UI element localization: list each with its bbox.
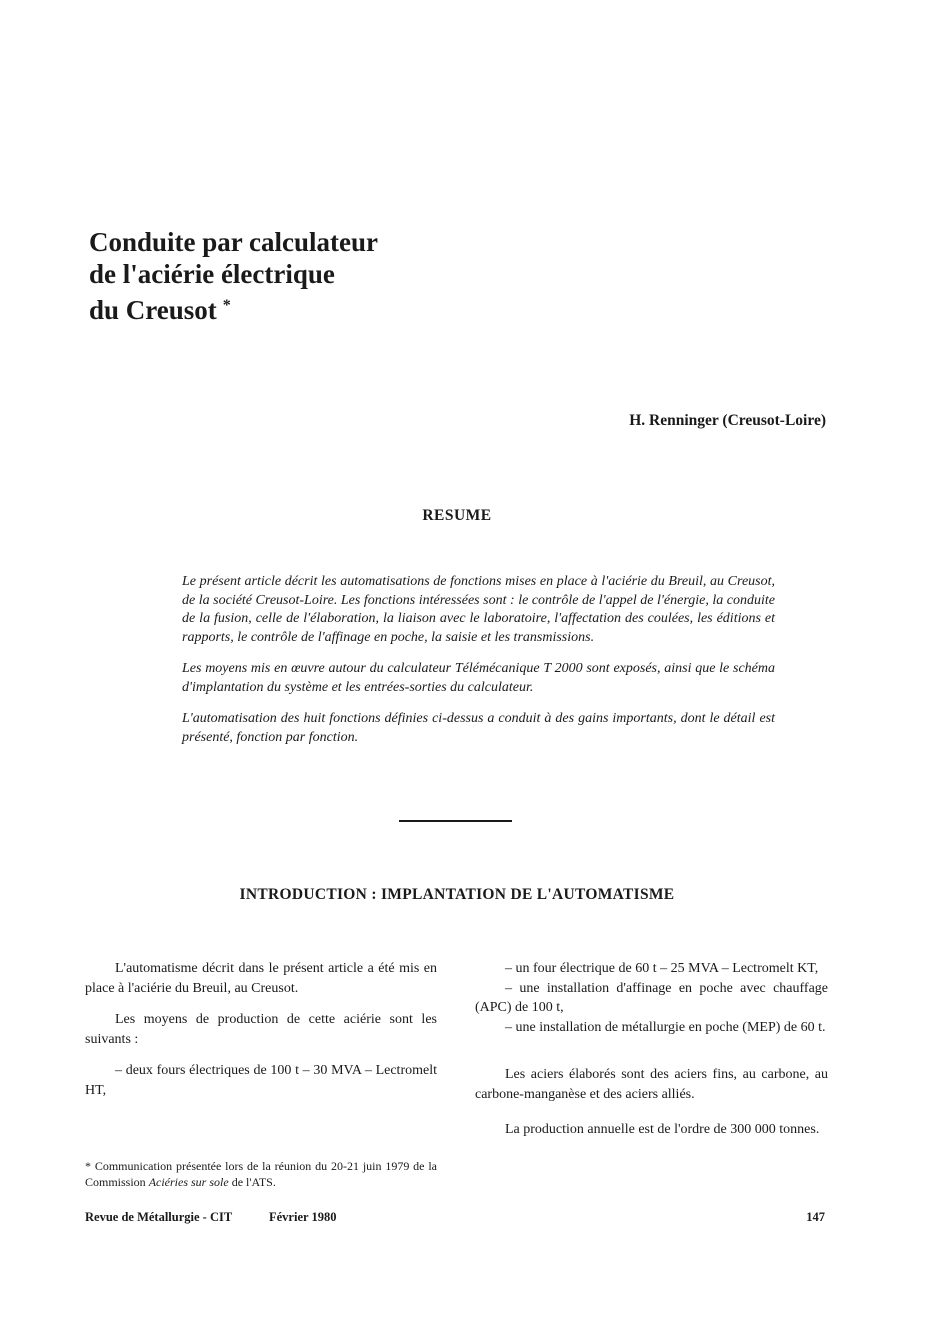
footer-journal: Revue de Métallurgie - CIT xyxy=(85,1210,233,1224)
resume-heading: RESUME xyxy=(422,507,492,524)
right-column xyxy=(475,959,828,1152)
title-line-2: de l'aciérie électrique xyxy=(89,259,335,289)
right-paragraph-5: La production annuelle est de l'ordre de 300 000 tonnes. xyxy=(505,1122,820,1137)
right-item-2: – une installation d'affinage en poche avec chauffage (APC) de 100 t, xyxy=(475,980,828,1015)
footnote-text-end: de l'ATS. xyxy=(228,1174,276,1189)
title-footnote-mark[interactable]: * xyxy=(222,297,231,314)
left-paragraph-3: – deux fours électriques de 100 t – 30 MVA – Lectromelt HT, xyxy=(85,1063,437,1098)
right-item-1: – un four électrique de 60 t – 25 MVA – Lectromelt KT, xyxy=(505,961,819,976)
footer-date: Février 1980 xyxy=(269,1210,337,1224)
abstract-paragraph-3: L'automatisation des huit fonctions définies ci-dessus a conduit à des gains importants, dont le détail est présenté, fonction par fonction. xyxy=(182,711,775,745)
title-line-3 xyxy=(89,290,509,326)
right-paragraph-4: Les aciers élaborés sont des aciers fins, au carbone, au carbone-manganèse et des aciers alliés. xyxy=(475,1067,828,1102)
title-line-1: Conduite par calculateur xyxy=(89,227,378,257)
left-column xyxy=(85,959,437,1112)
article-title xyxy=(89,226,509,326)
left-paragraph-2: Les moyens de production de cette aciérie sont les suivants : xyxy=(85,1012,437,1047)
abstract-paragraph-1: Le présent article décrit les automatisations de fonctions mises en place à l'aciérie du Breuil, au Creusot, de la société Creusot-Loire. Les fonctions intéressées sont : le contrôle de l'appel de l'énergie, la conduite de la fusion, celle de l'élaboration, la liaison avec le laboratoire, l'affectation des coulées, les éditions et rapports, le contrôle de l'affinage en poche, la saisie et les transmissions. xyxy=(182,574,775,645)
page-number: 147 xyxy=(806,1210,825,1224)
footnote xyxy=(85,1159,437,1190)
author-byline: H. Renninger (Creusot-Loire) xyxy=(629,412,826,429)
footnote-mark: * xyxy=(85,1159,91,1173)
introduction-heading: INTRODUCTION : IMPLANTATION DE L'AUTOMATISME xyxy=(239,886,675,903)
section-divider xyxy=(399,820,512,822)
title-line-3-text: du Creusot xyxy=(89,295,217,325)
abstract xyxy=(182,573,775,760)
abstract-paragraph-2: Les moyens mis en œuvre autour du calculateur Télémécanique T 2000 sont exposés, ainsi que le schéma d'implantation du système et les entrées-sorties du calculateur. xyxy=(182,661,775,695)
footnote-text: Communication présentée lors de la réunion du 20-21 juin 1979 de la Commission xyxy=(85,1159,437,1189)
right-item-3: – une installation de métallurgie en poche (MEP) de 60 t. xyxy=(505,1019,826,1035)
left-paragraph-1: L'automatisme décrit dans le présent article a été mis en place à l'aciérie du Breuil, au Creusot. xyxy=(85,961,437,996)
footnote-italic-text: Aciéries sur sole xyxy=(148,1174,229,1189)
